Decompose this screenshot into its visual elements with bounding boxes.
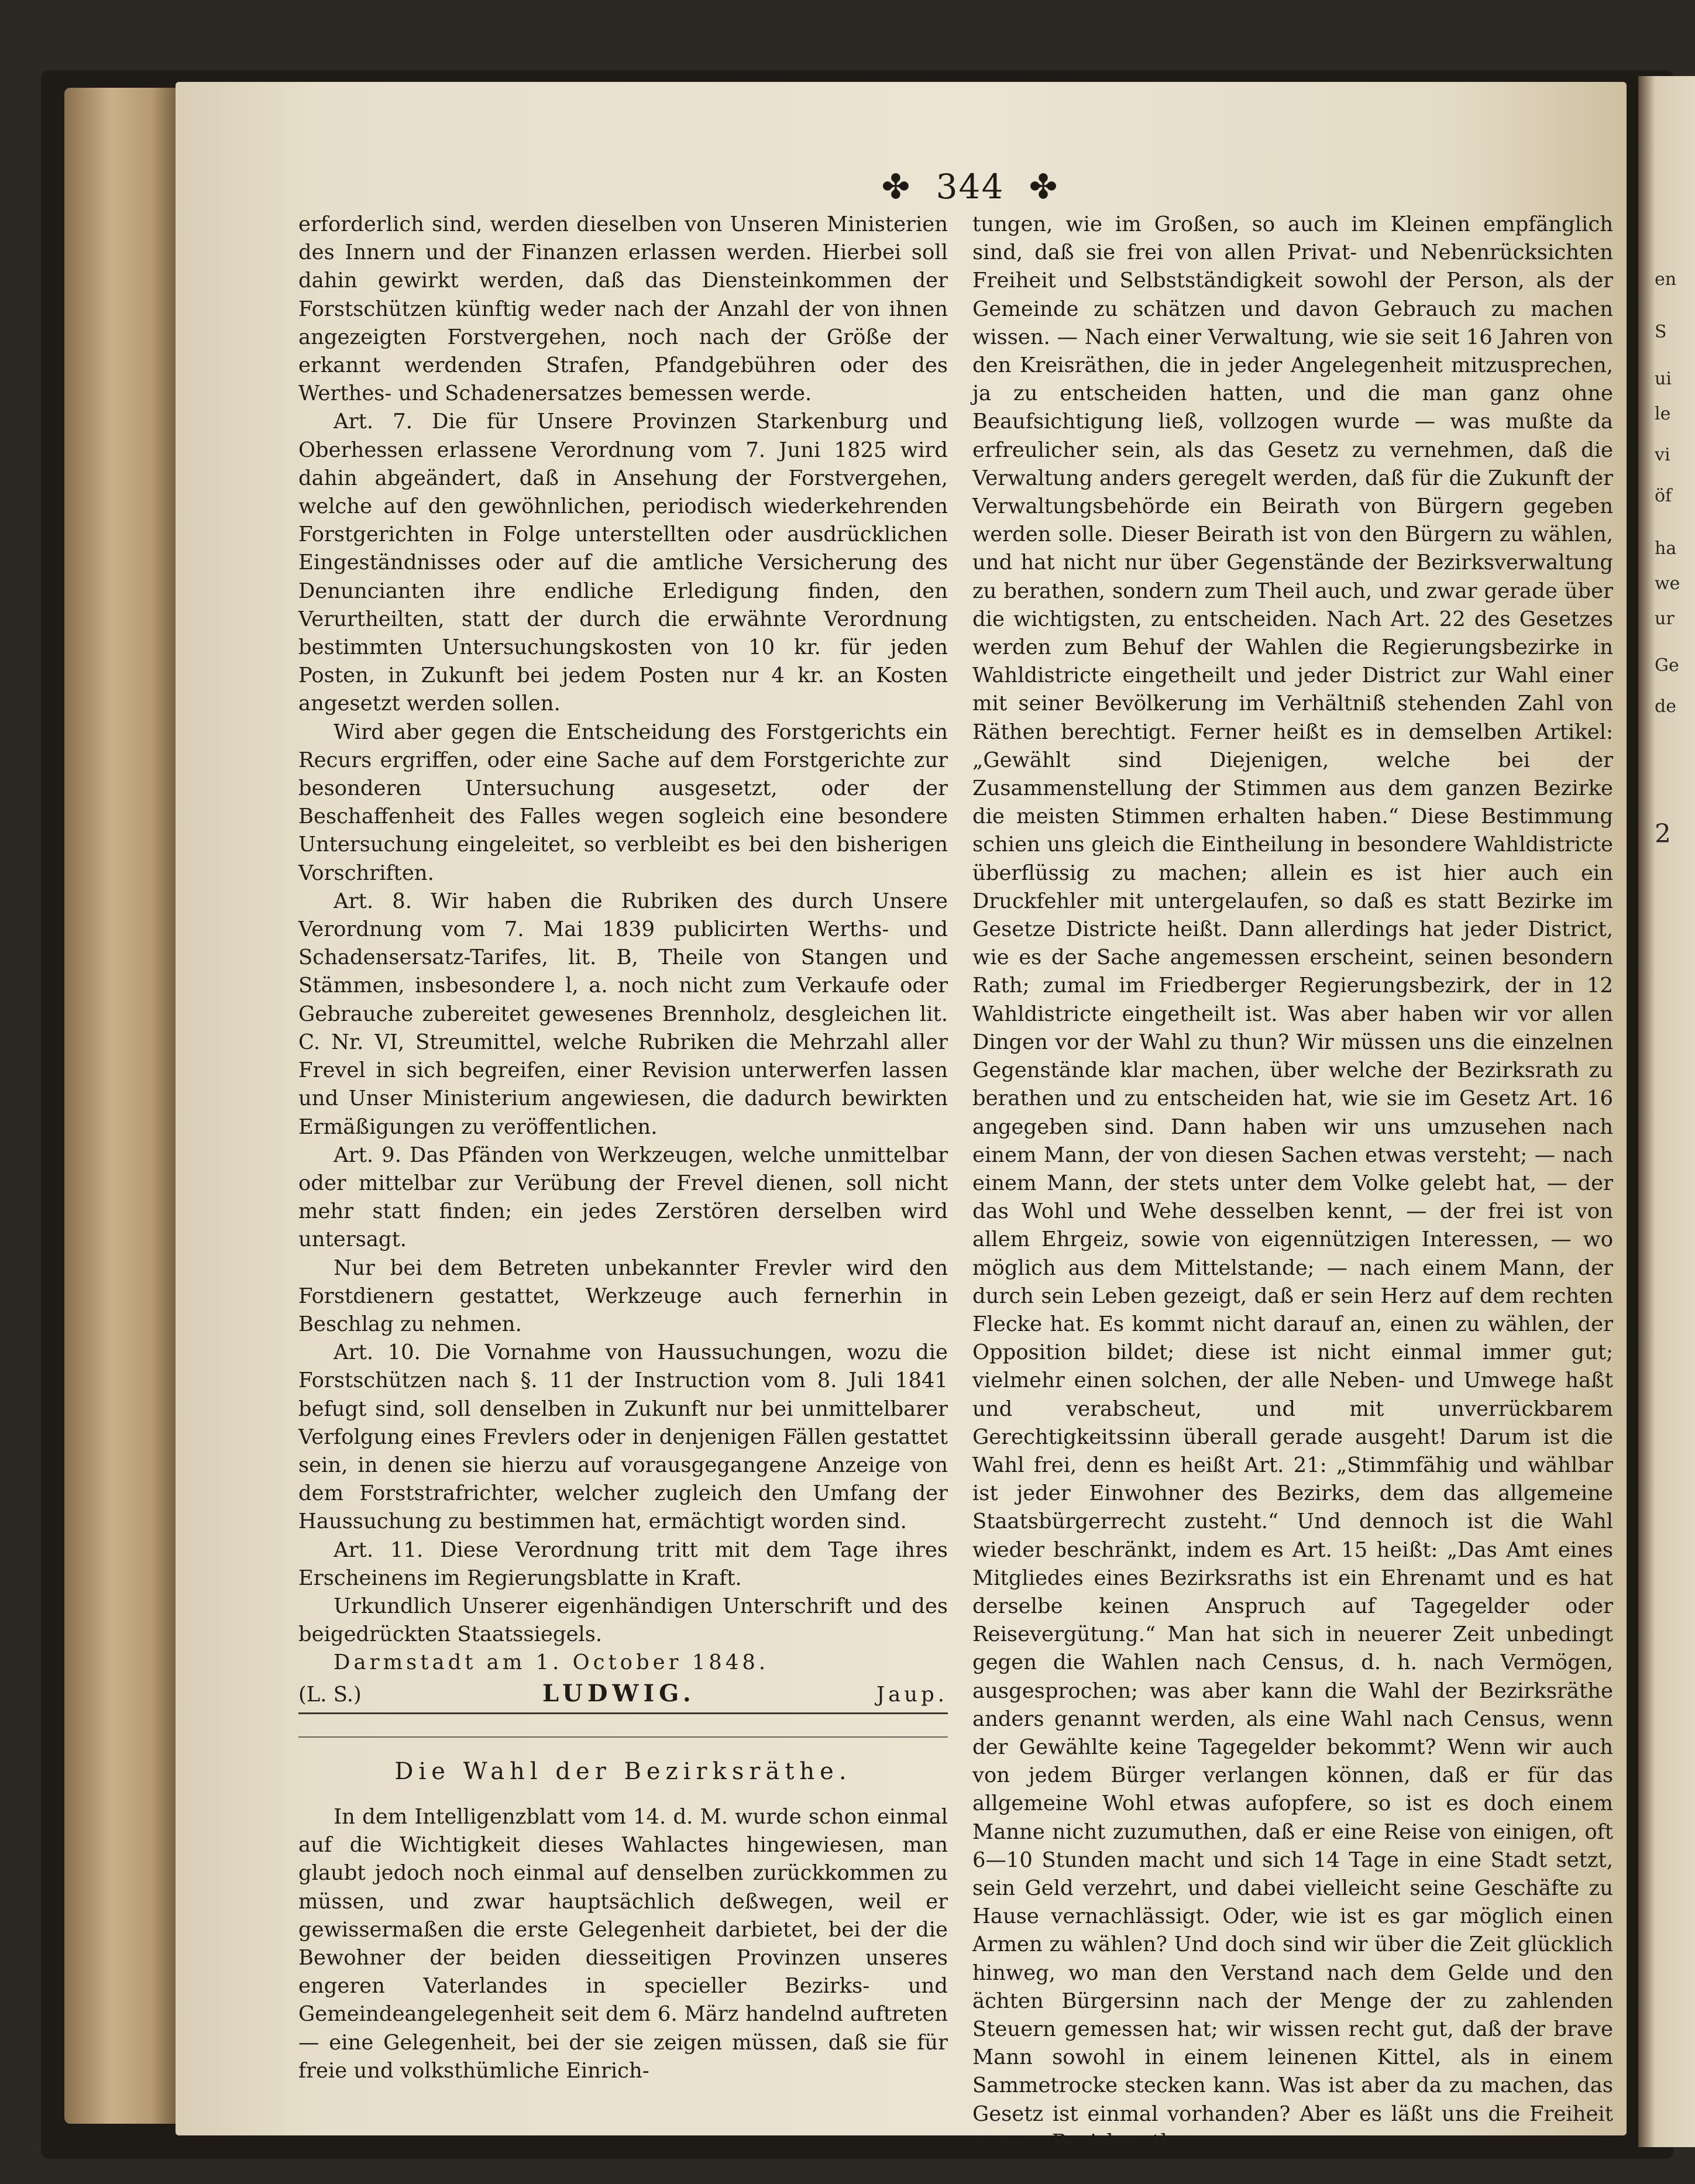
adjacent-fragment: ha bbox=[1655, 538, 1677, 559]
paragraph: Nur bei dem Betreten unbekannter Frevler wird den Forstdienern gestattet, Werkzeuge auch fernerhin in Beschlag zu nehmen. bbox=[298, 1256, 948, 1336]
paragraph: In dem Intelligenzblatt vom 14. d. M. wurde schon einmal auf die Wichtigkeit dieses Wahlactes hingewiesen, man glaubt jedoch noch einmal auf denselben zurückkommen zu müssen, und zwar hauptsächlich deßwegen, weil er gewissermaßen die erste Gelegenheit darbietet, bei der die Bewohner der beiden diesseitigen Provinzen unseres engeren Vaterlandes in specieller Bezirks- und Gemeindeangelegenheit seit dem 6. März handelnd auftreten — eine Gelegenheit, bei der sie zeigen müssen, daß sie für freie und volksthümliche Einrich- bbox=[298, 1804, 948, 2083]
adjacent-fragment: ui bbox=[1655, 369, 1672, 389]
section-title: Die Wahl der Bezirksräthe. bbox=[298, 1736, 948, 1786]
adjacent-fragment: öf bbox=[1655, 486, 1672, 506]
paragraph: tungen, wie im Großen, so auch im Kleinen empfänglich sind, daß sie frei von allen Privat- und Nebenrücksichten Freiheit und Selbstständigkeit sowohl der Person, als der Gemeinde zu schätzen und davon Gebrauch zu machen wissen. — Nach einer Verwaltung, wie sie seit 16 Jahren von den Kreisräthen, die in jeder Angelegenheit mitzusprechen, ja zu entscheiden hatten, und die man ganz ohne Beaufsichtigung ließ, vollzogen wurde — was mußte da erfreulicher sein, als das Gesetz zu vernehmen, daß die Verwaltung anders geregelt werden, daß für die Zukunft der Verwaltungsbehörde ein Beirath von Bürgern gegeben werden solle. Dieser Beirath ist von den Bürgern zu wählen, und hat nicht nur über Gegenstände der Bezirksverwaltung zu berathen, sondern zum Theil auch, und zwar gerade über die wichtigsten, zu entscheiden. Nach Art. 22 des Gesetzes werden zum Behuf der Wahlen die Regierungsbezirke in Wahldistricte eingetheilt und jeder District zur Wahl einer mit seiner Bevölkerung im Verhältniß stehenden Zahl von Räthen berechtigt. Ferner heißt es in demselben Artikel: „Gewählt sind Diejenigen, welche bei der Zusammenstellung der Stimmen aus dem ganzen Bezirke die meisten Stimmen erhalten haben.“ Diese Bestimmung schien uns gleich die Eintheilung in besondere Wahldistricte überflüssig zu machen; allein es ist hier auch ein Druckfehler mit untergelaufen, so daß es statt Bezirke im Gesetze Districte heißt. Dann allerdings hat jeder District, wie es der Sache angemessen erscheint, seinen besondern Rath; zumal im Friedberger Regierungsbezirk, der in 12 Wahldistricte eingetheilt ist. Was aber haben wir vor allen Dingen vor der Wahl zu thun? Wir müssen uns die einzelnen Gegenstände klar machen, über welche der Bezirksrath zu berathen und zu entscheiden hat, wie sie im Gesetz Art. 16 angegeben sind. Dann haben wir uns umzusehen nach einem Mann, der von diesen Sachen etwas versteht; — nach einem Mann, der stets unter dem Volke gelebt hat, — der das Wohl und Wehe desselben kennt, — der frei ist von allem Ehrgeiz, sowie von eigennützigen Interessen, — wo möglich aus dem Mittelstande; — nach einem Mann, der durch sein Leben gezeigt, daß er sein Herz auf dem rechten Flecke hat. Es kommt nicht darauf an, einen zu wählen, der Opposition bildet; diese ist nicht einmal immer gut; vielmehr einen solchen, der alle Neben- und Umwege haßt und verabscheut, und mit unverrückbarem Gerechtigkeitssinn überall gerade ausgeht! Darum ist die Wahl frei, denn es heißt Art. 21: „Stimmfähig und wählbar ist jeder Einwohner des Bezirks, dem das allgemeine Staatsbürgerrecht zusteht.“ Und dennoch ist die Wahl wieder beschränkt, indem es Art. 15 heißt: „Das Amt eines Mitgliedes eines Bezirksraths ist ein Ehrenamt und es hat derselbe keinen Anspruch auf Tagegelder oder Reisevergütung.“ Man hat sich in neuerer Zeit unbedingt gegen die Wahlen nach Census, d. h. nach Vermögen, ausgesprochen; was aber kann die Wahl der Bezirksräthe anders genannt werden, als eine Wahl nach Census, wenn der Gewählte keine Tagegelder bekommt? Wenn wir auch von jedem Bürger verlangen können, daß er für das allgemeine Wohl etwas aufopfere, so ist es doch einem Manne nicht zuzumuthen, daß er eine Reise von einigen, oft 6—10 Stunden macht und sich 14 Tage in eine Stadt setzt, sein Geld verzehrt, und dabei vielleicht seine Geschäfte zu Hause vernachlässigt. Oder, wie ist es gar möglich einen Armen zu wählen? Und doch sind wir über die Zeit glücklich hinweg, wo man den Verstand nach dem Gelde und den ächten Bürgersinn nach der Menge der zu zahlenden Steuern gemessen hat; wir wissen recht gut, daß der brave Mann sowohl in einem leinenen Kittel, als in einem Sammetrocke stecken kann. Was ist aber da zu machen, das Gesetz ist einmal vorhanden? Aber es läßt uns die Freiheit unsern Bezirksrath zu bbox=[972, 212, 1613, 2154]
right-column bbox=[972, 211, 1613, 2157]
paragraph: erforderlich sind, werden dieselben von Unseren Ministerien des Innern und der Finanzen erlassen werden. Hierbei soll dahin gewirkt werden, daß das Diensteinkommen der Forstschützen künftig weder nach der Anzahl der von ihnen angezeigten Forstvergehen, noch nach der Größe der erkannt werdenden Strafen, Pfandgebühren oder des Werthes- und Schadenersatzes bemessen werde. bbox=[298, 212, 948, 406]
ornament-right-icon: ✤ bbox=[1029, 167, 1059, 207]
place-date: Darmstadt am 1. October 1848. bbox=[334, 1650, 769, 1675]
adjacent-fragment: 2 bbox=[1655, 819, 1671, 849]
article-8: Art. 8. Wir haben die Rubriken des durch Unsere Verordnung vom 7. Mai 1839 publicirten Werths- und Schadensersatz-Tarifes, lit. B, Theile von Stangen und Stämmen, insbesondere l, a. noch nicht zum Verkaufe oder Gebrauche zubereitet gewesenes Brennholz, desgleichen lit. C. Nr. VI, Streumittel, welche Rubriken die Mehrzahl aller Frevel in sich begreifen, einer Revision unterwerfen lassen und Unser Ministerium angewiesen, die dadurch bewirkten Ermäßigungen zu veröffentlichen. bbox=[298, 889, 948, 1139]
adjacent-page-edge bbox=[1638, 76, 1695, 2147]
adjacent-fragment: ur bbox=[1655, 608, 1675, 629]
article-10: Art. 10. Die Vornahme von Haussuchungen, wozu die Forstschützen nach §. 11 der Instruction vom 8. Juli 1841 befugt sind, soll denselben in Zukunft nur bei unmittelbarer Verfolgung eines Frevlers oder in denjenigen Fällen gestattet sein, in denen sie hierzu auf vorausgegangene Anzeige von dem Forststrafrichter, welcher zugleich den Umfang der Haussuchung zu bestimmen hat, ermächtigt worden sind. bbox=[298, 1340, 948, 1534]
paragraph: Wird aber gegen die Entscheidung des Forstgerichts ein Recurs ergriffen, oder eine Sache auf dem Forstgerichte zur besonderen Untersuchung ausgesetzt, oder der Beschaffenheit des Falles wegen sogleich eine besondere Untersuchung eingeleitet, so verbleibt es bei den bisherigen Vorschriften. bbox=[298, 720, 948, 885]
article-7: Art. 7. Die für Unsere Provinzen Starkenburg und Oberhessen erlassene Verordnung vom 7. Juni 1825 wird dahin abgeändert, daß in Ansehung der Forstvergehen, welche auf den gewöhnlichen, periodisch wiederkehrenden Forstgerichten in Folge unterstellten oder ausdrücklichen Eingeständnisses oder auf die amtliche Versicherung des Denuncianten ihre endliche Erledigung finden, den Verurtheilten, statt der durch die erwähnte Verordnung bestimmten Untersuchungskosten von 10 kr. für jeden Posten, in Zukunft bei jedem Posten nur 4 kr. an Kosten angesetzt werden sollen. bbox=[298, 410, 948, 716]
adjacent-fragment: le bbox=[1655, 404, 1671, 424]
signature-row bbox=[298, 1680, 948, 1714]
page-edges bbox=[64, 88, 181, 2124]
article-11: Art. 11. Diese Verordnung tritt mit dem Tage ihres Erscheinens im Regierungsblatte in Kraft. bbox=[298, 1538, 948, 1590]
left-column bbox=[298, 211, 948, 2085]
adjacent-fragment: S bbox=[1655, 322, 1667, 342]
page-number: 344 bbox=[936, 167, 1005, 207]
adjacent-fragment: vi bbox=[1655, 445, 1670, 465]
countersignature: Jaup. bbox=[876, 1682, 948, 1707]
adjacent-fragment: Ge bbox=[1655, 655, 1679, 676]
adjacent-fragment: de bbox=[1655, 696, 1676, 717]
adjacent-fragment: we bbox=[1655, 573, 1680, 594]
seal-mark: (L. S.) bbox=[298, 1682, 362, 1707]
attestation: Urkundlich Unserer eigenhändigen Unterschrift und des beigedrückten Staatssiegels. bbox=[298, 1594, 948, 1647]
adjacent-fragment: en bbox=[1655, 269, 1677, 290]
ornament-left-icon: ✤ bbox=[881, 167, 912, 207]
page-header bbox=[859, 167, 1081, 207]
article-9: Art. 9. Das Pfänden von Werkzeugen, welche unmittelbar oder mittelbar zur Verübung der Frevel dienen, soll nicht mehr statt finden; ein jedes Zerstören derselben wird untersagt. bbox=[298, 1143, 948, 1252]
signature: LUDWIG. bbox=[542, 1679, 696, 1707]
